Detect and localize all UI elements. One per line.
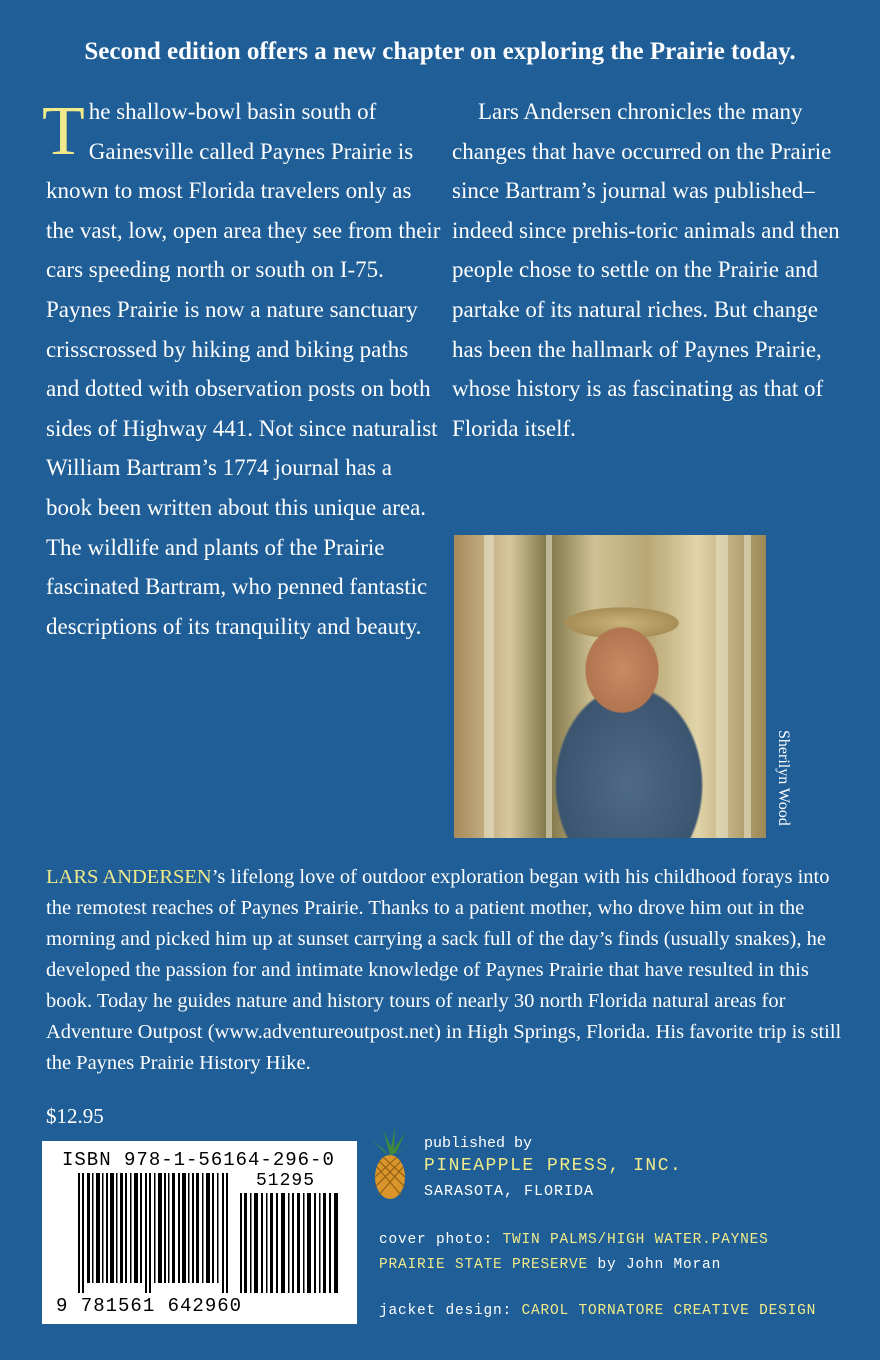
pineapple-logo-icon — [365, 1125, 415, 1203]
publisher-city: SARASOTA, FLORIDA — [424, 1183, 595, 1200]
author-photo — [454, 535, 766, 838]
jacket-label: jacket design: — [379, 1303, 513, 1319]
cover-photo-label: cover photo: — [379, 1232, 494, 1248]
isbn-number: ISBN 978-1-56164-296-0 — [62, 1149, 335, 1171]
addon-bars — [240, 1193, 340, 1293]
barcode — [42, 1141, 357, 1324]
right-column — [452, 92, 847, 448]
author-bio — [46, 862, 846, 1079]
jacket-design-credit — [379, 1303, 816, 1319]
photo-credit: Sherilyn Wood — [775, 730, 792, 826]
cover-photo-title-1: TWIN PALMS/HIGH WATER.PAYNES — [502, 1232, 769, 1248]
right-column-text: Lars Andersen chronicles the many changes that have occurred on the Prairie since Bartram’s journal was published–indeed since prehis-toric animals and then people chose to settle on the Prairie and partake of its natural riches. But change has been the hallmark of Paynes Prairie, whose history is as fascinating as that of Florida itself. — [452, 99, 840, 441]
cover-photo-credit-line-1 — [379, 1232, 769, 1248]
author-name: LARS ANDERSEN — [46, 866, 212, 888]
ean-number: 9 781561 642960 — [56, 1295, 243, 1317]
cover-photo-by: by John Moran — [597, 1257, 722, 1273]
price: $12.95 — [46, 1104, 104, 1128]
publisher-name: PINEAPPLE PRESS, INC. — [424, 1156, 683, 1176]
bio-text: ’s lifelong love of outdoor exploration began with his childhood forays into the remotest reaches of Paynes Prairie. Thanks to a patient mother, who drove him out in the morning and picked him up at sunset carrying a sack full of the day’s finds (usually snakes), he developed the passion for and intimate knowledge of Paynes Prairie that have resulted in this book. Today he guides nature and history tours of nearly 30 north Florida natural areas for Adventure Outpost (www.adventureoutpost.net) in High Springs, Florida. His favorite trip is still the Paynes Prairie History Hike. — [46, 866, 842, 1074]
published-by-label: published by — [424, 1135, 533, 1152]
drop-cap: T — [42, 93, 85, 170]
cover-photo-credit-line-2 — [379, 1257, 721, 1273]
jacket-designer: CAROL TORNATORE CREATIVE DESIGN — [521, 1303, 817, 1319]
ean-bars — [78, 1173, 228, 1293]
cover-photo-title-2: PRAIRIE STATE PRESERVE — [379, 1257, 589, 1273]
left-column — [42, 92, 441, 646]
price-addon-code: 51295 — [256, 1171, 316, 1191]
headline: Second edition offers a new chapter on exploring the Prairie today. — [84, 38, 796, 65]
left-column-text: he shallow-bowl basin south of Gainesville called Paynes Prairie is known to most Florida travelers only as the vast, low, open area they see from their cars speeding north or south on I-75. Paynes Prairie is now a nature sanctuary crisscrossed by hiking and biking paths and dotted with observation posts on both sides of Highway 441. Not since naturalist William Bartram’s 1774 journal has a book been written about this unique area. The wildlife and plants of the Prairie fascinated Bartram, who penned fantastic descriptions of its tranquility and beauty. — [46, 99, 441, 639]
